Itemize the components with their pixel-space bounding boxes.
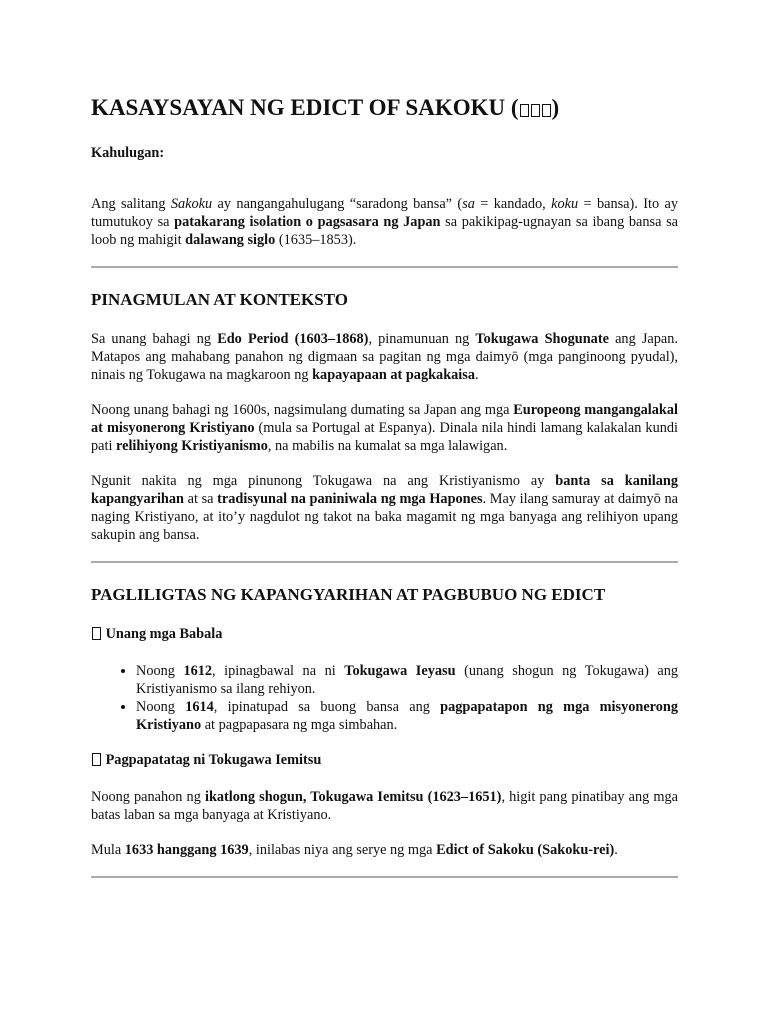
text-run: at sa <box>183 491 218 507</box>
bold-term: tradisyunal na paniniwala ng mga Hapones <box>217 491 483 507</box>
bold-term: kapayapaan at pagkakaisa <box>312 367 475 383</box>
bold-term: Edict of Sakoku (Sakoku-rei) <box>436 842 615 858</box>
text-run: Noong panahon ng <box>91 789 205 805</box>
text-run: , higit pang pinatibay ang mga batas laban sa mga banyaga at Kristiyano. <box>91 789 678 823</box>
bold-term: Europeong mangangalakal at misyonerong Kristiyano <box>91 402 678 436</box>
missing-glyph-icon <box>531 104 540 117</box>
text-run: = bansa). Ito ay tumutukoy sa <box>91 196 679 230</box>
subheading-text: Unang mga Babala <box>105 626 223 642</box>
bold-term: 1612 <box>183 663 213 679</box>
pinagmulan-paragraph-1 <box>91 330 678 384</box>
italic-term: sa <box>462 196 475 212</box>
section-divider <box>91 876 678 878</box>
document-title <box>91 93 678 123</box>
document-content <box>91 93 678 899</box>
text-run: at pagpapasara ng mga simbahan. <box>201 717 398 733</box>
text-run: , inilabas niya ang serye ng mga <box>248 842 437 858</box>
text-run: , ipinatupad sa buong bansa ang <box>213 699 441 715</box>
text-run: , na mabilis na kumalat sa mga lalawigan. <box>267 438 508 454</box>
babala-list <box>91 662 678 734</box>
text-run: , pinamunuan ng <box>368 331 476 347</box>
section-heading-pagliligtas: PAGLILIGTAS NG KAPANGYARIHAN AT PAGBUBUO NG EDICT <box>91 585 606 604</box>
title-close: ) <box>551 95 560 120</box>
bold-term: relihiyong Kristiyanismo <box>116 438 268 454</box>
italic-term: koku <box>551 196 579 212</box>
bold-term: Tokugawa Ieyasu <box>344 663 456 679</box>
text-run: Noong unang bahagi ng 1600s, nagsimulang dumating sa Japan ang mga <box>91 402 514 418</box>
section-heading-pinagmulan: PINAGMULAN AT KONTEKSTO <box>91 290 348 309</box>
text-run: . <box>614 842 618 858</box>
text-run: Noong <box>136 663 184 679</box>
missing-glyph-icon <box>542 104 551 117</box>
missing-glyph-icon <box>92 627 101 640</box>
text-run: sa pakikipag-ugnayan sa ibang bansa sa loob ng mahigit <box>91 214 679 248</box>
section-divider <box>91 266 678 268</box>
list-item <box>136 698 678 734</box>
text-run: (1635–1853). <box>275 232 357 248</box>
text-run: = kandado, <box>474 196 552 212</box>
bold-term: Tokugawa Shogunate <box>475 331 609 347</box>
kahulugan-paragraph <box>91 195 678 249</box>
pinagmulan-paragraph-3 <box>91 472 678 544</box>
subheading-text: Pagpapatatag ni Tokugawa Iemitsu <box>105 752 322 768</box>
italic-term: Sakoku <box>170 196 213 212</box>
text-run: . May ilang samuray at daimyō na naging Kristiyano, at ito’y nagdulot ng takot na baka magamit ng mga banyaga ang relihiyon upang sakupin ang bansa. <box>91 491 678 543</box>
bold-term: banta sa kanilang kapangyarihan <box>91 473 678 507</box>
text-run: , ipinagbawal na ni <box>212 663 345 679</box>
bold-term: 1633 hanggang 1639 <box>124 842 249 858</box>
bold-term: patakarang isolation o pagsasara ng Japan <box>174 214 441 230</box>
text-run: (unang shogun ng Tokugawa) ang Kristiyanismo sa ilang rehiyon. <box>136 663 678 697</box>
text-run: Mula <box>91 842 125 858</box>
bold-term: ikatlong shogun, Tokugawa Iemitsu (1623–1651) <box>204 789 502 805</box>
subheading-pagpapatatag <box>91 751 678 769</box>
bold-term: Edo Period (1603–1868) <box>217 331 369 347</box>
text-run: Ang salitang <box>91 196 171 212</box>
kahulugan-label: Kahulugan: <box>91 145 165 161</box>
subheading-unang-babala <box>91 625 678 643</box>
bold-term: dalawang siglo <box>185 232 276 248</box>
pinagmulan-paragraph-2 <box>91 401 678 455</box>
section-divider <box>91 561 678 563</box>
text-run: Ngunit nakita ng mga pinunong Tokugawa na ang Kristiyanismo ay <box>91 473 556 489</box>
bold-term: 1614 <box>185 699 214 715</box>
missing-glyph-icon <box>92 753 101 766</box>
pagliligtas-paragraph-2 <box>91 841 678 859</box>
title-text: KASAYSAYAN NG EDICT OF SAKOKU ( <box>91 95 519 120</box>
text-run: ang Japan. Matapos ang mahabang panahon ng digmaan sa pagitan ng mga daimyō (mga panginoong pyudal), ninais ng Tokugawa na magkaroon ng <box>91 331 678 383</box>
text-run: (mula sa Portugal at Espanya). Dinala nila hindi lamang kalakalan kundi pati <box>91 420 678 454</box>
text-run: . <box>474 367 479 383</box>
bold-term: pagpapatapon ng mga misyonerong Kristiyano <box>136 699 678 733</box>
list-item <box>136 662 678 698</box>
text-run: Sa unang bahagi ng <box>91 331 218 347</box>
text-run: Noong <box>136 699 186 715</box>
missing-glyph-icon <box>520 104 529 117</box>
pagliligtas-paragraph-1 <box>91 788 678 824</box>
text-run: ay nangangahulugang “saradong bansa” ( <box>212 196 463 212</box>
